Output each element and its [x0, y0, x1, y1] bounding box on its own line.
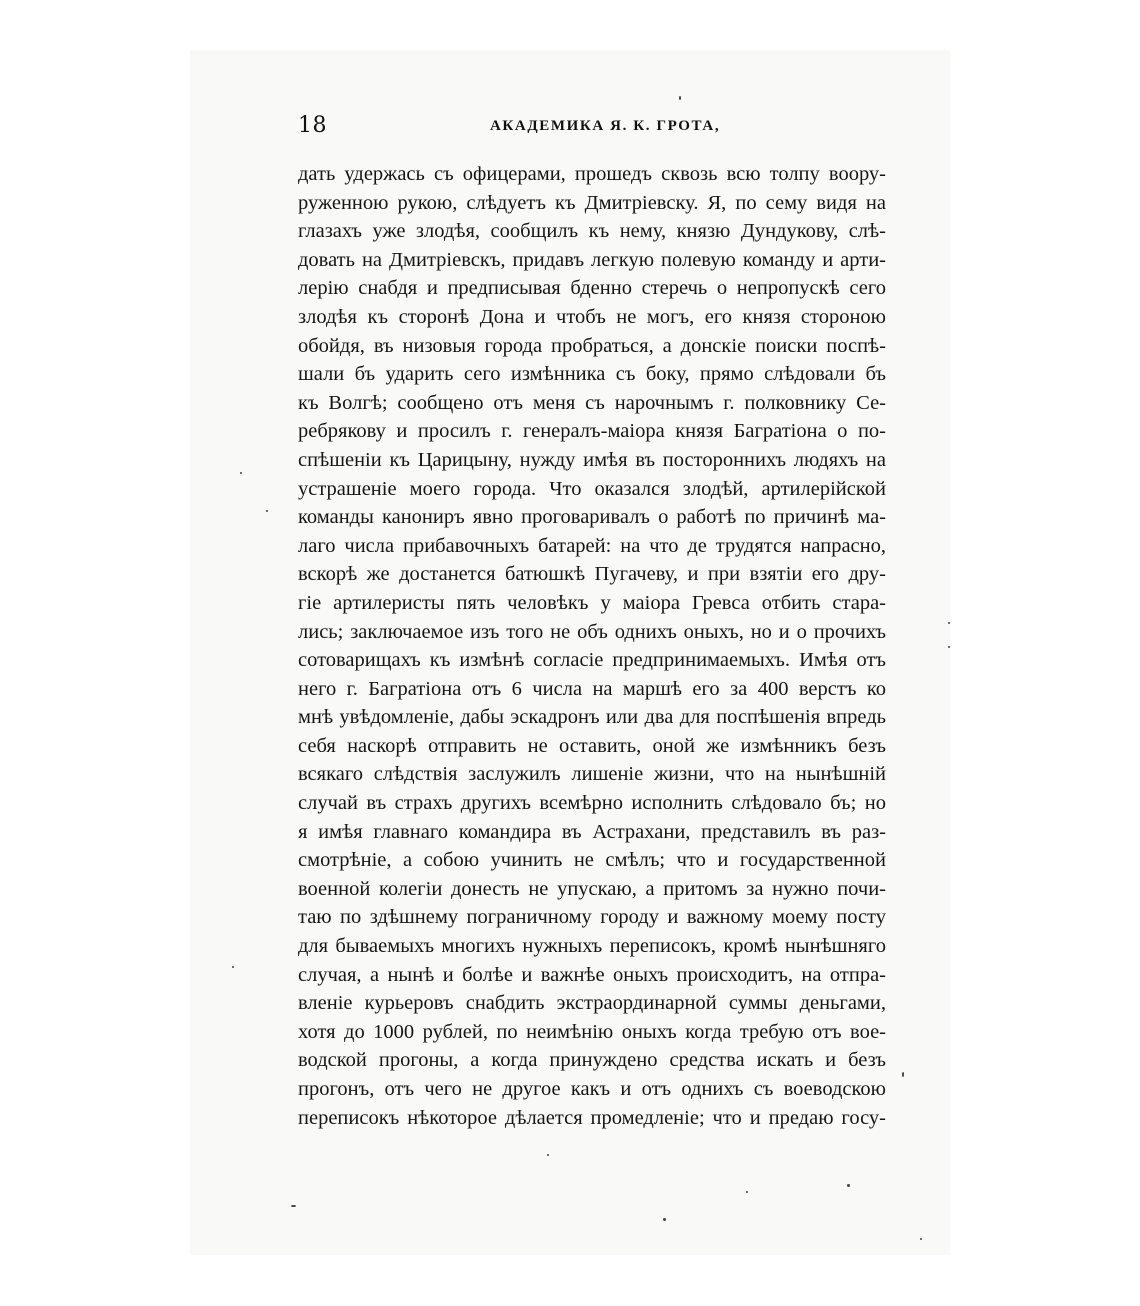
text-line: гіе артилеристы пять человѣкъ у маіора Гревса отбить стара- [298, 591, 886, 614]
text-line: лаго числа прибавочныхъ батарей: на что де трудятся напрасно, [298, 534, 886, 557]
running-head: АКАДЕМИКА Я. К. ГРОТА, [490, 118, 721, 134]
text-line: мнѣ увѣдомленіе, дабы эскадронъ или два для поспѣшенія впредь [298, 706, 886, 729]
text-line: спѣшеніи къ Царицыну, нужду имѣя въ постороннихъ людяхъ на [298, 448, 886, 471]
text-line: руженною рукою, слѣдуетъ къ Дмитріевску. Я, по сему видя на [298, 191, 886, 214]
text-line: къ Волгѣ; сообщено отъ меня съ нарочнымъ г. полковнику Се- [298, 391, 886, 414]
text-line: лись; заключаемое изъ того не объ однихъ оныхъ, но и о прочихъ [298, 620, 886, 643]
text-line: смотрѣніе, а собою учинить не смѣлъ; что и государственной [298, 849, 886, 872]
text-line: вскорѣ же достанется батюшкѣ Пугачеву, и при взятіи его дру- [298, 563, 886, 586]
scan-speck [232, 966, 234, 968]
text-line: злодѣя къ сторонѣ Дона и чтобъ не могъ, его князя стороною [298, 305, 886, 328]
scan-speck [920, 1238, 922, 1240]
page-number: 18 [298, 113, 327, 138]
scan-speck [663, 1218, 666, 1221]
scan-speck [847, 1184, 850, 1187]
body-text [298, 160, 886, 1132]
text-line: ребрякову и просилъ г. генералъ-маіора князя Багратіона о по- [298, 420, 886, 443]
text-line: довать на Дмитріевскъ, придавъ легкую полевую команду и арти- [298, 248, 886, 271]
text-line: глазахъ уже злодѣя, сообщилъ къ нему, князю Дундукову, слѣ- [298, 220, 886, 243]
text-line: прогонъ, отъ чего не другое какъ и отъ однихъ съ воеводскою [298, 1078, 886, 1100]
text-line: переписокъ нѣкоторое дѣлается промедленіе; что и предаю госу- [298, 1106, 886, 1129]
text-line: дать удержась съ офицерами, прошедъ сквозь всю толпу воору- [298, 163, 886, 185]
scan-speck [266, 510, 268, 512]
text-line: команды канониръ явно проговаривалъ о работѣ по причинѣ ма- [298, 506, 886, 529]
text-line: случая, а нынѣ и болѣе и важнѣе оныхъ происходитъ, на отпра- [298, 963, 886, 986]
text-line: себя наскорѣ отправить не оставить, оной же измѣнникъ безъ [298, 734, 886, 757]
text-line: военной колегіи донесть не упускаю, а притомъ за нужно почи- [298, 877, 886, 900]
scan-speck [240, 472, 242, 474]
text-line: устрашеніе моего города. Что оказался злодѣй, артилерійской [298, 477, 886, 500]
scan-speck [948, 622, 950, 624]
scan-speck [679, 96, 681, 100]
text-line: водской прогоны, а когда принуждено средства искать и безъ [298, 1049, 886, 1072]
text-line: хотя до 1000 рублей, по неимѣнію оныхъ когда требую отъ вое- [298, 1020, 886, 1043]
scan-speck [291, 1205, 296, 1207]
scan-speck [547, 1154, 549, 1156]
text-line: вленіе курьеровъ снабдить экстраординарной суммы деньгами, [298, 992, 886, 1015]
text-line: шали бъ ударить сего измѣнника съ боку, прямо слѣдовали бъ [298, 363, 886, 386]
text-line: для бываемыхъ многихъ нужныхъ переписокъ, кромѣ нынѣшняго [298, 935, 886, 958]
text-line: него г. Багратіона отъ 6 числа на маршѣ его за 400 верстъ ко [298, 677, 886, 700]
text-line: обойдя, въ низовыя города пробраться, а донскіе поиски поспѣ- [298, 334, 886, 357]
text-line: таю по здѣшнему пограничному городу и важному моему посту [298, 906, 886, 929]
text-line: сотоварищахъ къ измѣнѣ согласіе предпринимаемыхъ. Имѣя отъ [298, 649, 886, 672]
text-line: я имѣя главнаго командира въ Астрахани, представилъ въ раз- [298, 820, 886, 843]
scan-speck [746, 1191, 748, 1193]
text-line: случай въ страхъ другихъ всемѣрно исполнить слѣдовало бъ; но [298, 792, 886, 815]
text-line: всякаго слѣдствія заслужилъ лишеніе жизни, что на нынѣшній [298, 763, 886, 786]
scan-speck [902, 1072, 904, 1077]
scan-speck [948, 646, 950, 648]
text-line: лерію снабдя и предписывая бденно стеречь о непропускѣ сего [298, 277, 886, 300]
